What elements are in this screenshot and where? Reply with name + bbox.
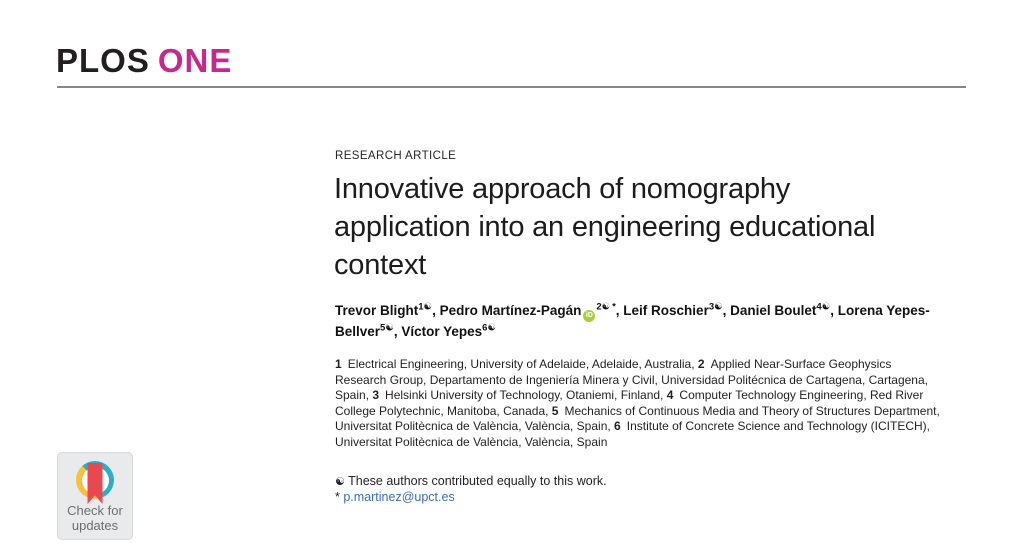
author: Leif Roschier$^{3☯}$: [623, 301, 723, 318]
author-list: Trevor Blight$^{1☯}$, Pedro Martínez-Pagán $iD^{2☯ *}$, Leif Roschier$^{3☯}$, Daniel Boulet$^{4☯}$, Lorena Yepes-Bellver$^{5☯}$, Víctor Yepes$^{6☯}$: [335, 301, 930, 339]
crossmark-icon: [76, 461, 114, 499]
author: Lorena Yepes-Bellver$^{5☯}$: [335, 303, 930, 339]
author-superscript: 5☯: [380, 322, 394, 334]
affiliation-number: 3: [372, 388, 380, 403]
corresponding-author-note: [335, 489, 455, 505]
masthead-divider: [57, 86, 966, 88]
badge-label-line1: Check for: [67, 503, 123, 518]
page-title: Innovative approach of nomography application into an engineering educational context: [334, 173, 876, 281]
email-link[interactable]: p.martinez@upct.es: [343, 490, 455, 504]
yin-yang-icon: ☯: [335, 475, 345, 488]
plos-wordmark: PLOS: [56, 42, 150, 79]
journal-logo: [56, 42, 232, 80]
author: Pedro Martínez-Pagán $iD^{2☯ *}$: [440, 303, 616, 318]
section-label: RESEARCH ARTICLE: [335, 150, 457, 162]
badge-label-line2: updates: [71, 518, 119, 533]
author: Trevor Blight$^{1☯}$: [335, 301, 433, 318]
affiliation-number: 5: [551, 403, 559, 418]
author-superscript: 3☯: [708, 301, 723, 313]
crossmark-badge-label: [58, 503, 132, 533]
equal-contribution-text: These authors contributed equally to this work.: [348, 474, 607, 488]
crossmark-badge[interactable]: [57, 452, 133, 540]
corresponding-marker: *: [335, 490, 340, 504]
author-superscript: 1☯: [418, 301, 433, 313]
author: Daniel Boulet$^{4☯}$: [730, 301, 831, 318]
affiliation-number: 2: [697, 357, 705, 371]
affiliation-number: 4: [666, 388, 674, 403]
orcid-icon[interactable]: iD: [583, 310, 595, 322]
affiliations: 1 Electrical Engineering, University of Adelaide, Adelaide, Australia, 2 Applied Near-Surface Geophysics Research Group, Departamento de Ingeniería Minera y Civil, Universidad Politécnica de Cartagena, Cartagena, Spain, 3 Helsinki University of Technology, Otaniemi, Finland, 4 Computer Technology Engineering, Red River College Polytechnic, Manitoba, Canada, 5 Mechanics of Continuous Media and Theory of Structures Department, Universitat Politècnica de València, València, Spain, 6 Institute of Concrete Science and Technology (ICITECH), Universitat Politècnica de València, València, Spain: [335, 357, 940, 449]
author-superscript: 6☯: [482, 322, 496, 334]
affiliation-number: 6: [614, 419, 621, 434]
affiliation-number: 1: [335, 357, 342, 371]
author: Víctor Yepes$^{6☯}$: [401, 322, 496, 339]
one-wordmark: ONE: [157, 42, 233, 79]
author-superscript: 4☯: [816, 301, 831, 313]
equal-contribution-note: [335, 473, 607, 490]
author-superscript: 2☯ *: [596, 301, 616, 313]
